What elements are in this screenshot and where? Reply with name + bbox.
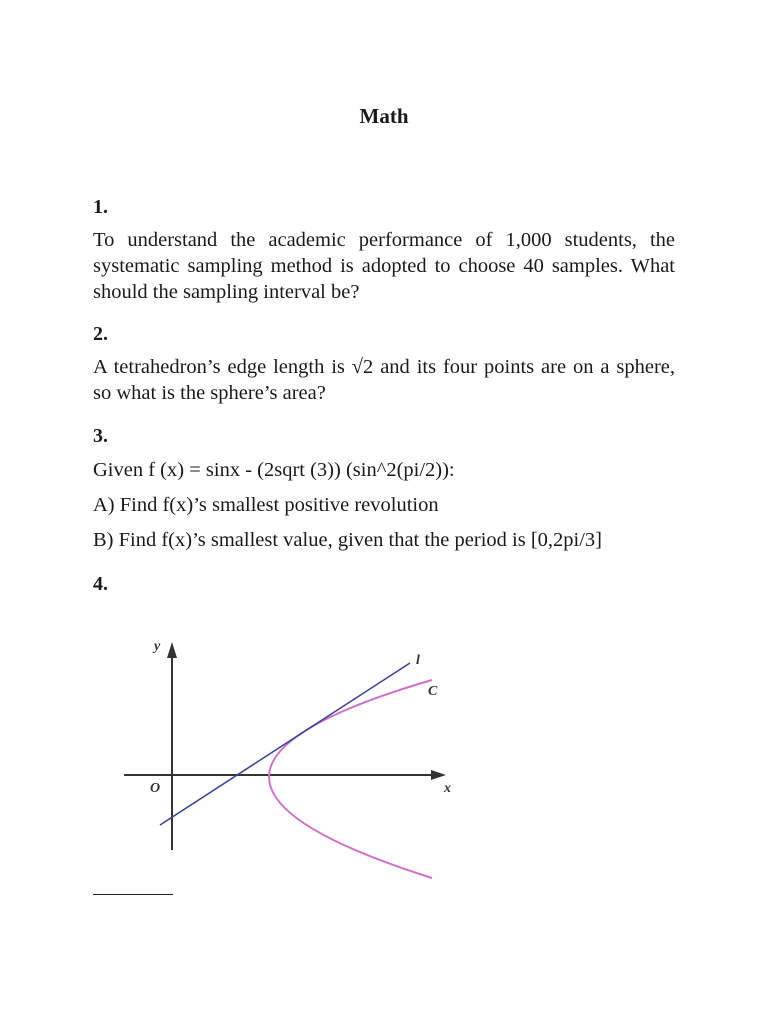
curve-c-label: C (428, 684, 438, 699)
parabola-line-figure (110, 620, 470, 890)
question-3-number: 3. (93, 425, 108, 447)
origin-label: O (150, 781, 161, 796)
question-4-number: 4. (93, 573, 108, 595)
question-3-part-a: A) Find f(x)’s smallest positive revolution (93, 494, 439, 516)
question-3-part-b: B) Find f(x)’s smallest value, given that the period is [0,2pi/3] (93, 529, 602, 551)
y-axis-arrow (167, 642, 177, 658)
question-2-text: A tetrahedron’s edge length is √2 and its four points are on a sphere, so what is the sphere’s area? (93, 356, 675, 404)
question-2-number: 2. (93, 323, 108, 345)
line-l-label: l (416, 653, 420, 668)
question-3-given: Given f (x) = sinx - (2sqrt (3)) (sin^2(pi/2)): (93, 459, 455, 481)
question-1-text: To understand the academic performance of 1,000 students, the systematic sampling method is adopted to choose 40 samples. What should the sampling interval be? (93, 229, 675, 303)
y-axis-label: y (154, 639, 161, 654)
curve-c (269, 680, 432, 878)
footnote-rule (93, 894, 173, 895)
page-title: Math (359, 104, 409, 128)
x-axis-label: x (444, 781, 451, 796)
x-axis-arrow (431, 770, 446, 780)
question-1-number: 1. (93, 196, 108, 218)
line-l (160, 663, 410, 825)
